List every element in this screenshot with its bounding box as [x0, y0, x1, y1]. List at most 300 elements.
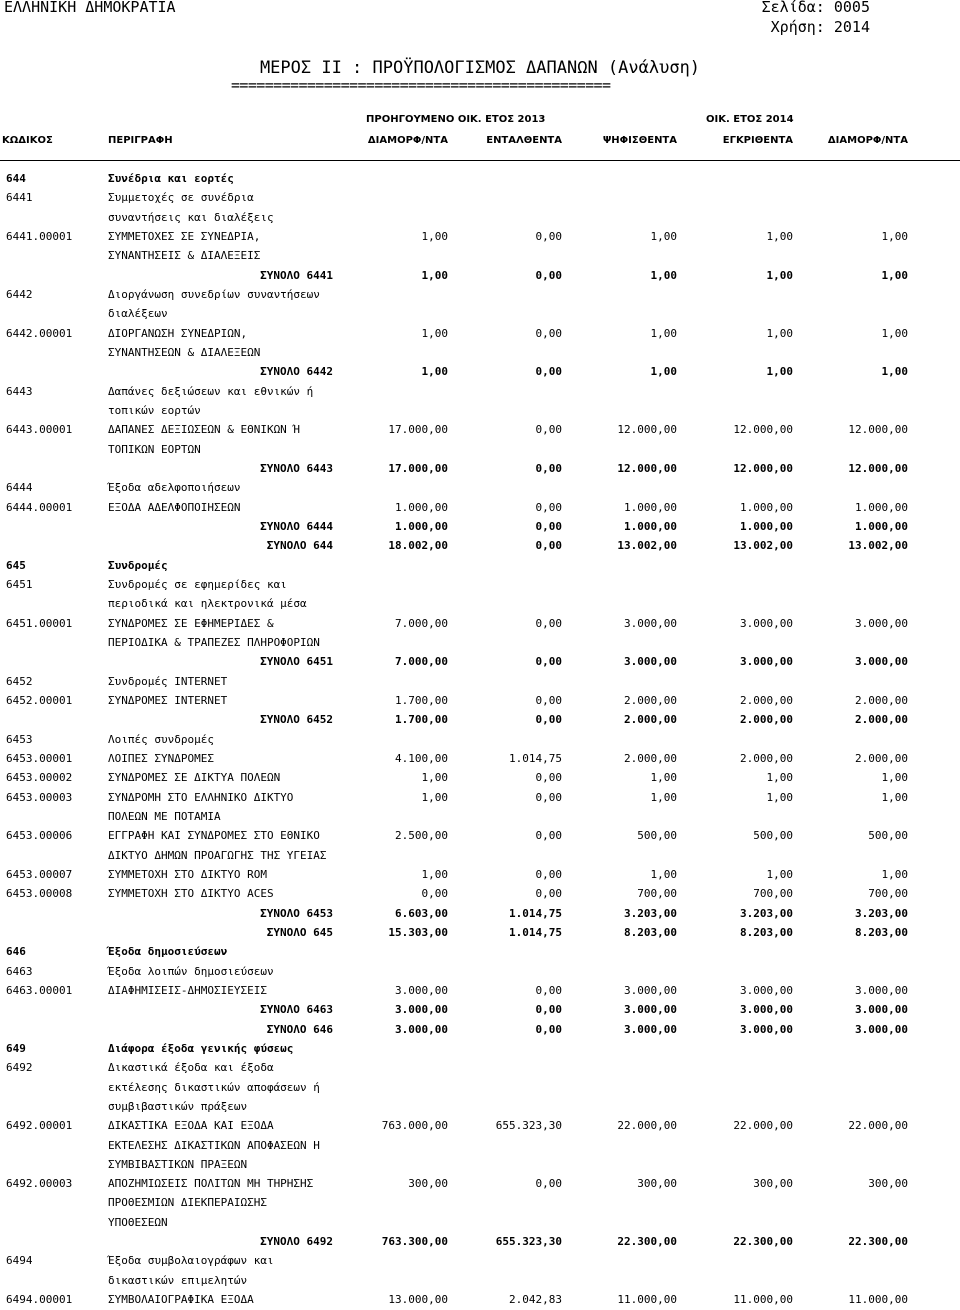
amount-cell: 0,00	[421, 887, 448, 901]
total-amount-cell: 17.000,00	[388, 461, 448, 475]
amount-cell: 1,00	[766, 790, 793, 804]
continuation-row	[0, 1193, 960, 1212]
amount-cell: 0,00	[535, 616, 562, 630]
line-item-description: ΕΞΟΔΑ ΑΔΕΛΦΟΠΟΙΗΣΕΩΝ	[108, 500, 241, 514]
continuation-row	[0, 208, 960, 227]
subgroup-row	[0, 962, 960, 981]
amount-cell: 11.000,00	[617, 1293, 677, 1307]
amount-cell: 0,00	[535, 983, 562, 997]
amount-cell: 11.000,00	[733, 1293, 793, 1307]
amount-cell: 2.042,83	[509, 1293, 562, 1307]
amount-cell: 0,00	[535, 829, 562, 843]
total-amount-cell: 13.002,00	[617, 539, 677, 553]
header-country: ΕΛΛΗΝΙΚΗ ΔΗΜΟΚΡΑΤΙΑ	[4, 0, 176, 16]
subgroup-row	[0, 1251, 960, 1270]
amount-cell: 300,00	[753, 1177, 793, 1191]
amount-cell: 1,00	[650, 771, 677, 785]
line-item-description: ΣΥΜΜΕΤΟΧΗ ΣΤΟ ΔΙΚΤΥΟ ACES	[108, 887, 274, 901]
column-header-description: ΠΕΡΙΓΡΑΦΗ	[108, 135, 173, 146]
continuation-row	[0, 401, 960, 420]
description-continuation: ΔΙΚΤΥΟ ΔΗΜΩΝ ΠΡΟΑΓΩΓΗΣ ΤΗΣ ΥΓΕΙΑΣ	[108, 848, 327, 862]
total-label: ΣΥΝΟΛΟ 6443	[260, 461, 333, 475]
continuation-row	[0, 1213, 960, 1232]
amount-cell: 1,00	[881, 229, 908, 243]
subgroup-row	[0, 188, 960, 207]
amount-cell: 3.000,00	[740, 983, 793, 997]
description-continuation: ΣΥΝΑΝΤΗΣΕΩΝ & ΔΙΑΛΕΞΕΩΝ	[108, 345, 261, 359]
line-item-code: 6443.00001	[6, 423, 73, 437]
line-item-code: 6453.00007	[6, 867, 73, 881]
total-amount-cell: 2.000,00	[624, 713, 677, 727]
line-item-description: ΔΑΠΑΝΕΣ ΔΕΞΙΩΣΕΩΝ & ΕΘΝΙΚΩΝ Ή	[108, 423, 301, 437]
column-header-voted: ΨΗΦΙΣΘΕΝΤΑ	[602, 135, 677, 146]
column-header-ordered: ΕΝΤΑΛΘΕΝΤΑ	[486, 135, 562, 146]
description-continuation: τοπικών εορτών	[108, 403, 201, 417]
total-row	[0, 1232, 960, 1251]
subgroup-description: Συμμετοχές σε συνέδρια	[108, 191, 254, 205]
group-row	[0, 1039, 960, 1058]
subgroup-row	[0, 730, 960, 749]
amount-cell: 3.000,00	[855, 616, 908, 630]
amount-cell: 1.014,75	[509, 751, 562, 765]
line-item-row	[0, 227, 960, 246]
subgroup-description: Δικαστικά έξοδα και έξοδα	[108, 1061, 274, 1075]
subgroup-row	[0, 285, 960, 304]
total-amount-cell: 3.203,00	[624, 906, 677, 920]
column-header-code: ΚΩΔΙΚΟΣ	[2, 135, 53, 146]
line-item-code: 6463.00001	[6, 983, 73, 997]
description-continuation: ΥΠΟΘΕΣΕΩΝ	[108, 1215, 168, 1229]
line-item-description: ΔΙΟΡΓΑΝΩΣΗ ΣΥΝΕΔΡΙΩΝ,	[108, 326, 248, 340]
total-amount-cell: 12.000,00	[848, 461, 908, 475]
line-item-row	[0, 691, 960, 710]
subgroup-description: Διοργάνωση συνεδρίων συναντήσεων	[108, 287, 320, 301]
amount-cell: 12.000,00	[848, 423, 908, 437]
amount-cell: 1,00	[766, 229, 793, 243]
line-item-row	[0, 884, 960, 903]
group-description: Έξοδα δημοσιεύσεων	[108, 945, 228, 959]
line-item-description: ΕΓΓΡΑΦΗ ΚΑΙ ΣΥΝΔΡΟΜΕΣ ΣΤΟ ΕΘΝΙΚΟ	[108, 829, 320, 843]
subgroup-code: 6442	[6, 287, 33, 301]
total-amount-cell: 0,00	[535, 713, 562, 727]
description-continuation: διαλέξεων	[108, 307, 168, 321]
subgroup-row	[0, 1058, 960, 1077]
amount-cell: 1.000,00	[395, 500, 448, 514]
amount-cell: 1,00	[421, 790, 448, 804]
total-row	[0, 362, 960, 381]
amount-cell: 300,00	[868, 1177, 908, 1191]
total-label: ΣΥΝΟΛΟ 6492	[260, 1235, 333, 1249]
continuation-row	[0, 1136, 960, 1155]
amount-cell: 1,00	[766, 326, 793, 340]
line-item-code: 6453.00003	[6, 790, 73, 804]
total-amount-cell: 1.000,00	[855, 519, 908, 533]
total-amount-cell: 0,00	[535, 519, 562, 533]
header-fiscal-year: Χρήση: 2014	[770, 18, 870, 36]
amount-cell: 7.000,00	[395, 616, 448, 630]
line-item-code: 6492.00001	[6, 1119, 73, 1133]
description-continuation: ΕΚΤΕΛΕΣΗΣ ΔΙΚΑΣΤΙΚΩΝ ΑΠΟΦΑΣΕΩΝ Η	[108, 1138, 320, 1152]
subgroup-description: Συνδρομές σε εφημερίδες και	[108, 577, 287, 591]
total-label: ΣΥΝΟΛΟ 645	[266, 925, 333, 939]
subgroup-description: Έξοδα αδελφοποιήσεων	[108, 481, 241, 495]
continuation-row	[0, 440, 960, 459]
line-item-description: ΛΟΙΠΕΣ ΣΥΝΔΡΟΜΕΣ	[108, 751, 214, 765]
amount-cell: 0,00	[535, 867, 562, 881]
line-item-description: ΣΥΜΒΟΛΑΙΟΓΡΑΦΙΚΑ ΕΞΟΔΑ	[108, 1293, 254, 1307]
total-amount-cell: 1,00	[766, 365, 793, 379]
total-label: ΣΥΝΟΛΟ 6452	[260, 713, 333, 727]
total-amount-cell: 0,00	[535, 461, 562, 475]
total-amount-cell: 13.002,00	[848, 539, 908, 553]
line-item-row	[0, 614, 960, 633]
total-amount-cell: 0,00	[535, 539, 562, 553]
amount-cell: 1,00	[421, 771, 448, 785]
total-amount-cell: 1.000,00	[395, 519, 448, 533]
amount-cell: 2.000,00	[624, 693, 677, 707]
total-row	[0, 517, 960, 536]
subgroup-description: Συνδρομές INTERNET	[108, 674, 228, 688]
total-amount-cell: 13.002,00	[733, 539, 793, 553]
line-item-code: 6453.00002	[6, 771, 73, 785]
line-item-code: 6444.00001	[6, 500, 73, 514]
total-row	[0, 536, 960, 555]
total-amount-cell: 12.000,00	[733, 461, 793, 475]
description-continuation: συμβιβαστικών πράξεων	[108, 1099, 248, 1113]
amount-cell: 500,00	[868, 829, 908, 843]
page-title: ΜΕΡΟΣ ΙΙ : ΠΡΟΫΠΟΛΟΓΙΣΜΟΣ ΔΑΠΑΝΩΝ (Ανάλυση)	[259, 58, 701, 78]
continuation-row	[0, 1271, 960, 1290]
amount-cell: 700,00	[868, 887, 908, 901]
total-amount-cell: 2.000,00	[855, 713, 908, 727]
subgroup-description: Λοιπές συνδρομές	[108, 732, 214, 746]
amount-cell: 1,00	[421, 326, 448, 340]
line-item-row	[0, 981, 960, 1000]
column-header-curr-shaped: ΔΙΑΜΟΡΦ/ΝΤΑ	[827, 135, 908, 146]
description-continuation: εκτέλεσης δικαστικών αποφάσεων ή	[108, 1080, 320, 1094]
subgroup-code: 6444	[6, 481, 33, 495]
group-code: 649	[6, 1041, 26, 1055]
total-amount-cell: 12.000,00	[617, 461, 677, 475]
amount-cell: 0,00	[535, 790, 562, 804]
continuation-row	[0, 633, 960, 652]
amount-cell: 3.000,00	[624, 983, 677, 997]
total-amount-cell: 22.300,00	[848, 1235, 908, 1249]
amount-cell: 763.000,00	[381, 1119, 448, 1133]
amount-cell: 0,00	[535, 423, 562, 437]
amount-cell: 700,00	[637, 887, 677, 901]
total-row	[0, 266, 960, 285]
column-group-previous-year: ΠΡΟΗΓΟΥΜΕΝΟ ΟΙΚ. ΕΤΟΣ 2013	[366, 114, 546, 125]
amount-cell: 2.000,00	[855, 693, 908, 707]
total-amount-cell: 1.014,75	[509, 925, 562, 939]
amount-cell: 700,00	[753, 887, 793, 901]
line-item-code: 6441.00001	[6, 229, 73, 243]
total-amount-cell: 1.014,75	[509, 906, 562, 920]
total-row	[0, 923, 960, 942]
total-amount-cell: 655.323,30	[495, 1235, 562, 1249]
total-label: ΣΥΝΟΛΟ 6453	[260, 906, 333, 920]
amount-cell: 17.000,00	[388, 423, 448, 437]
amount-cell: 1,00	[650, 867, 677, 881]
line-item-description: ΔΙΑΦΗΜΙΣΕΙΣ-ΔΗΜΟΣΙΕΥΣΕΙΣ	[108, 983, 267, 997]
amount-cell: 0,00	[535, 693, 562, 707]
continuation-row	[0, 1097, 960, 1116]
total-amount-cell: 1,00	[421, 268, 448, 282]
total-amount-cell: 1,00	[650, 268, 677, 282]
total-amount-cell: 3.203,00	[740, 906, 793, 920]
group-description: Διάφορα έξοδα γενικής φύσεως	[108, 1041, 294, 1055]
continuation-row	[0, 807, 960, 826]
subgroup-description: Έξοδα λοιπών δημοσιεύσεων	[108, 964, 274, 978]
line-item-description: ΣΥΝΔΡΟΜΕΣ INTERNET	[108, 693, 228, 707]
total-amount-cell: 3.000,00	[395, 1003, 448, 1017]
line-item-code: 6453.00008	[6, 887, 73, 901]
line-item-code: 6492.00003	[6, 1177, 73, 1191]
total-amount-cell: 1,00	[650, 365, 677, 379]
description-continuation: ΠΡΟΘΕΣΜΙΩΝ ΔΙΕΚΠΕΡΑΙΩΣΗΣ	[108, 1196, 267, 1210]
amount-cell: 3.000,00	[395, 983, 448, 997]
description-continuation: συναντήσεις και διαλέξεις	[108, 210, 274, 224]
total-amount-cell: 2.000,00	[740, 713, 793, 727]
total-amount-cell: 7.000,00	[395, 655, 448, 669]
line-item-row	[0, 749, 960, 768]
header-page-number: Σελίδα: 0005	[761, 0, 870, 16]
group-row	[0, 169, 960, 188]
total-amount-cell: 3.000,00	[855, 1003, 908, 1017]
amount-cell: 2.500,00	[395, 829, 448, 843]
amount-cell: 22.000,00	[617, 1119, 677, 1133]
amount-cell: 2.000,00	[740, 693, 793, 707]
group-description: Συνέδρια και εορτές	[108, 172, 234, 185]
subgroup-code: 6463	[6, 964, 33, 978]
total-amount-cell: 8.203,00	[855, 925, 908, 939]
continuation-row	[0, 1155, 960, 1174]
continuation-row	[0, 1078, 960, 1097]
line-item-description: ΣΥΝΔΡΟΜΕΣ ΣΕ ΔΙΚΤΥΑ ΠΟΛΕΩΝ	[108, 771, 281, 785]
continuation-row	[0, 846, 960, 865]
subgroup-description: Δαπάνες δεξιώσεων και εθνικών ή	[108, 384, 314, 398]
subgroup-row	[0, 478, 960, 497]
description-continuation: ΤΟΠΙΚΩΝ ΕΟΡΤΩΝ	[108, 442, 201, 456]
header-divider	[0, 160, 960, 161]
group-row	[0, 942, 960, 961]
line-item-row	[0, 1174, 960, 1193]
total-amount-cell: 6.603,00	[395, 906, 448, 920]
amount-cell: 0,00	[535, 229, 562, 243]
line-item-description: ΣΥΝΔΡΟΜΗ ΣΤΟ ΕΛΛΗΝΙΚΟ ΔΙΚΤΥΟ	[108, 790, 294, 804]
total-amount-cell: 0,00	[535, 365, 562, 379]
group-code: 644	[6, 172, 26, 185]
total-amount-cell: 1.700,00	[395, 713, 448, 727]
amount-cell: 22.000,00	[733, 1119, 793, 1133]
group-row	[0, 556, 960, 575]
total-row	[0, 904, 960, 923]
amount-cell: 3.000,00	[855, 983, 908, 997]
amount-cell: 1,00	[881, 326, 908, 340]
amount-cell: 0,00	[535, 326, 562, 340]
amount-cell: 22.000,00	[848, 1119, 908, 1133]
total-row	[0, 1020, 960, 1039]
amount-cell: 3.000,00	[624, 616, 677, 630]
total-label: ΣΥΝΟΛΟ 6441	[260, 268, 333, 282]
amount-cell: 1,00	[650, 326, 677, 340]
amount-cell: 1,00	[766, 771, 793, 785]
amount-cell: 1,00	[650, 790, 677, 804]
total-amount-cell: 3.000,00	[395, 1022, 448, 1036]
amount-cell: 1,00	[766, 867, 793, 881]
subgroup-code: 6451	[6, 577, 33, 591]
total-amount-cell: 1,00	[881, 268, 908, 282]
total-row	[0, 459, 960, 478]
line-item-description: ΑΠΟΖΗΜΙΩΣΕΙΣ ΠΟΛΙΤΩΝ ΜΗ ΤΗΡΗΣΗΣ	[108, 1177, 314, 1191]
amount-cell: 0,00	[535, 500, 562, 514]
group-description: Συνδρομές	[108, 558, 168, 572]
line-item-description: ΣΥΝΔΡΟΜΕΣ ΣΕ ΕΦΗΜΕΡΙΔΕΣ &	[108, 616, 274, 630]
line-item-code: 6494.00001	[6, 1293, 73, 1307]
amount-cell: 0,00	[535, 887, 562, 901]
total-label: ΣΥΝΟΛΟ 6451	[260, 655, 333, 669]
line-item-code: 6453.00001	[6, 751, 73, 765]
line-item-row	[0, 826, 960, 845]
description-continuation: δικαστικών επιμελητών	[108, 1273, 248, 1287]
total-amount-cell: 15.303,00	[388, 925, 448, 939]
line-item-code: 6442.00001	[6, 326, 73, 340]
subgroup-code: 6441	[6, 191, 33, 205]
amount-cell: 1.000,00	[740, 500, 793, 514]
total-amount-cell: 1.000,00	[624, 519, 677, 533]
total-amount-cell: 0,00	[535, 1022, 562, 1036]
line-item-row	[0, 768, 960, 787]
amount-cell: 300,00	[637, 1177, 677, 1191]
amount-cell: 500,00	[753, 829, 793, 843]
line-item-row	[0, 788, 960, 807]
total-amount-cell: 3.000,00	[624, 655, 677, 669]
subgroup-code: 6452	[6, 674, 33, 688]
line-item-description: ΣΥΜΜΕΤΟΧΕΣ ΣΕ ΣΥΝΕΔΡΙΑ,	[108, 229, 261, 243]
total-amount-cell: 22.300,00	[733, 1235, 793, 1249]
amount-cell: 1,00	[881, 867, 908, 881]
amount-cell: 1.700,00	[395, 693, 448, 707]
total-amount-cell: 0,00	[535, 655, 562, 669]
subgroup-code: 6453	[6, 732, 33, 746]
title-underline: =============================================	[231, 76, 611, 94]
amount-cell: 3.000,00	[740, 616, 793, 630]
total-amount-cell: 8.203,00	[624, 925, 677, 939]
amount-cell: 0,00	[535, 1177, 562, 1191]
amount-cell: 1,00	[650, 229, 677, 243]
total-label: ΣΥΝΟΛΟ 644	[266, 539, 333, 553]
line-item-description: ΣΥΜΜΕΤΟΧΗ ΣΤΟ ΔΙΚΤΥΟ ROM	[108, 867, 267, 881]
description-continuation: ΠΟΛΕΩΝ ΜΕ ΠΟΤΑΜΙΑ	[108, 809, 221, 823]
description-continuation: ΠΕΡΙΟΔΙΚΑ & ΤΡΑΠΕΖΕΣ ΠΛΗΡΟΦΟΡΙΩΝ	[108, 635, 320, 649]
total-amount-cell: 1.000,00	[740, 519, 793, 533]
line-item-row	[0, 498, 960, 517]
subgroup-description: Έξοδα συμβολαιογράφων και	[108, 1254, 274, 1268]
line-item-code: 6453.00006	[6, 829, 73, 843]
group-code: 645	[6, 558, 26, 572]
total-amount-cell: 1,00	[766, 268, 793, 282]
line-item-row	[0, 865, 960, 884]
amount-cell: 655.323,30	[495, 1119, 562, 1133]
amount-cell: 1,00	[421, 867, 448, 881]
amount-cell: 11.000,00	[848, 1293, 908, 1307]
line-item-description: ΔΙΚΑΣΤΙΚΑ ΕΞΟΔΑ ΚΑΙ ΕΞΟΔΑ	[108, 1119, 274, 1133]
continuation-row	[0, 246, 960, 265]
total-row	[0, 652, 960, 671]
subgroup-code: 6443	[6, 384, 33, 398]
total-label: ΣΥΝΟΛΟ 6463	[260, 1003, 333, 1017]
total-amount-cell: 3.000,00	[855, 1022, 908, 1036]
amount-cell: 0,00	[535, 771, 562, 785]
total-label: ΣΥΝΟΛΟ 6442	[260, 365, 333, 379]
total-amount-cell: 18.002,00	[388, 539, 448, 553]
column-header-approved: ΕΓΚΡΙΘΕΝΤΑ	[722, 135, 793, 146]
total-amount-cell: 3.000,00	[624, 1022, 677, 1036]
total-amount-cell: 0,00	[535, 1003, 562, 1017]
subgroup-row	[0, 575, 960, 594]
subgroup-code: 6492	[6, 1061, 33, 1075]
continuation-row	[0, 304, 960, 323]
amount-cell: 2.000,00	[855, 751, 908, 765]
amount-cell: 300,00	[408, 1177, 448, 1191]
total-row	[0, 1000, 960, 1019]
amount-cell: 12.000,00	[733, 423, 793, 437]
amount-cell: 2.000,00	[740, 751, 793, 765]
total-amount-cell: 0,00	[535, 268, 562, 282]
subgroup-code: 6494	[6, 1254, 33, 1268]
continuation-row	[0, 343, 960, 362]
total-amount-cell: 8.203,00	[740, 925, 793, 939]
total-amount-cell: 3.000,00	[624, 1003, 677, 1017]
amount-cell: 1.000,00	[624, 500, 677, 514]
total-amount-cell: 3.000,00	[740, 1022, 793, 1036]
group-code: 646	[6, 945, 26, 959]
total-amount-cell: 1,00	[881, 365, 908, 379]
total-amount-cell: 3.000,00	[740, 1003, 793, 1017]
amount-cell: 500,00	[637, 829, 677, 843]
total-amount-cell: 3.000,00	[740, 655, 793, 669]
description-continuation: ΣΥΜΒΙΒΑΣΤΙΚΩΝ ΠΡΑΞΕΩΝ	[108, 1157, 248, 1171]
column-header-prev-shaped: ΔΙΑΜΟΡΦ/ΝΤΑ	[367, 135, 448, 146]
amount-cell: 1,00	[421, 229, 448, 243]
total-label: ΣΥΝΟΛΟ 646	[266, 1022, 333, 1036]
total-amount-cell: 763.300,00	[381, 1235, 448, 1249]
amount-cell: 13.000,00	[388, 1293, 448, 1307]
line-item-row	[0, 420, 960, 439]
total-amount-cell: 3.203,00	[855, 906, 908, 920]
total-row	[0, 710, 960, 729]
total-amount-cell: 22.300,00	[617, 1235, 677, 1249]
line-item-row	[0, 324, 960, 343]
amount-cell: 1,00	[881, 790, 908, 804]
total-amount-cell: 1,00	[421, 365, 448, 379]
amount-cell: 1,00	[881, 771, 908, 785]
line-item-code: 6451.00001	[6, 616, 73, 630]
description-continuation: ΣΥΝΑΝΤΗΣΕΙΣ & ΔΙΑΛΕΞΕΙΣ	[108, 249, 261, 263]
amount-cell: 4.100,00	[395, 751, 448, 765]
amount-cell: 1.000,00	[855, 500, 908, 514]
description-continuation: περιοδικά και ηλεκτρονικά μέσα	[108, 597, 307, 611]
subgroup-row	[0, 382, 960, 401]
line-item-row	[0, 1116, 960, 1135]
continuation-row	[0, 594, 960, 613]
line-item-code: 6452.00001	[6, 693, 73, 707]
total-label: ΣΥΝΟΛΟ 6444	[260, 519, 333, 533]
amount-cell: 2.000,00	[624, 751, 677, 765]
column-group-current-year: ΟΙΚ. ΕΤΟΣ 2014	[706, 114, 794, 125]
total-amount-cell: 3.000,00	[855, 655, 908, 669]
